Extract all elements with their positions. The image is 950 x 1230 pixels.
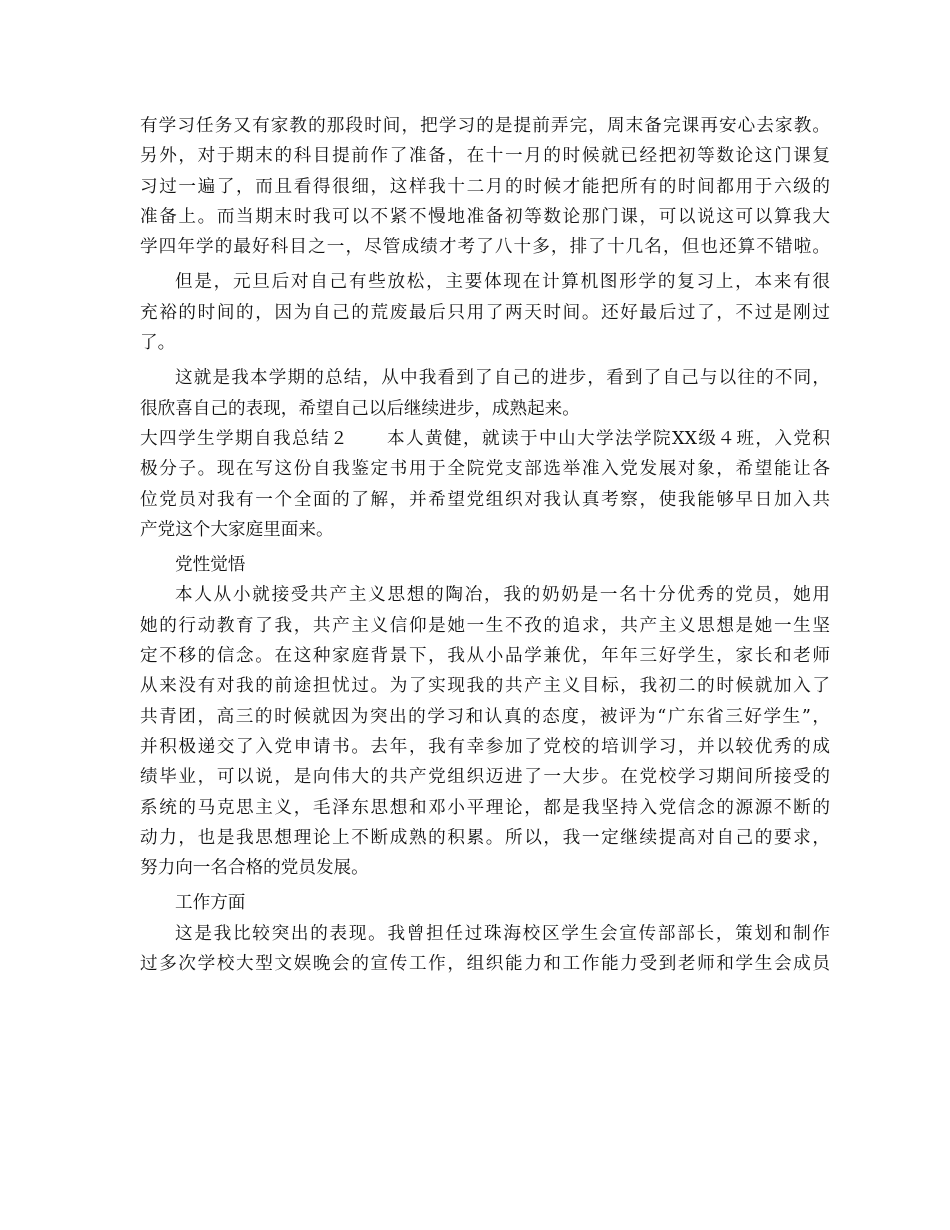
text-line: 有学习任务又有家教的那段时间，把学习的是提前弄完，周末备完课再安心去家教。	[140, 116, 830, 136]
text-line: 习过一遍了，而且看得很细，这样我十二月的时候才能把所有的时间都用于六级的	[140, 176, 830, 197]
text-line: 过多次学校大型文娱晚会的宣传工作，组织能力和工作能力受到老师和学生会成员	[140, 954, 830, 975]
text-line: 准备上。而当期末时我可以不紧不慢地准备初等数论那门课，可以说这可以算我大	[140, 206, 830, 227]
text-line: 动力，也是我思想理论上不断成熟的积累。所以，我一定继续提高对自己的要求，	[140, 827, 830, 848]
document-body	[140, 111, 830, 979]
text-line: 学四年学的最好科目之一，尽管成绩才考了八十多，排了十几名，但也还算不错啦。	[140, 237, 830, 258]
text-line: 并积极递交了入党申请书。去年，我有幸参加了党校的培训学习，并以较优秀的成	[140, 736, 830, 757]
section-heading-line: 大四学生学期自我总结２ 本人黄健，就读于中山大学法学院XX级４班，入党积	[140, 428, 830, 449]
subheading: 党性觉悟	[175, 555, 246, 576]
text-line: 绩毕业，可以说，是向伟大的共产党组织迈进了一大步。在党校学习期间所接受的	[140, 767, 830, 788]
text-line: 努力向一名合格的党员发展。	[140, 858, 369, 879]
text-line: 很欣喜自己的表现，希望自己以后继续进步，成熟起来。	[140, 398, 580, 419]
text-line: 这是我比较突出的表现。我曾担任过珠海校区学生会宣传部部长，策划和制作	[175, 923, 830, 944]
text-line: 了。	[140, 333, 176, 354]
text-line: 但是，元旦后对自己有些放松，主要体现在计算机图形学的复习上，本来有很	[175, 272, 830, 293]
text-line: 从来没有对我的前途担忧过。为了实现我的共产主义目标，我初二的时候就加入了	[140, 676, 830, 697]
text-line: 本人从小就接受共产主义思想的陶冶，我的奶奶是一名十分优秀的党员，她用	[175, 585, 830, 606]
text-line: 她的行动教育了我，共产主义信仰是她一生不孜的追求，共产主义思想是她一生坚	[140, 615, 830, 636]
text-line: 产党这个大家庭里面来。	[140, 519, 334, 540]
text-line: 充裕的时间的，因为自己的荒废最后只用了两天时间。还好最后过了，不过是刚过	[140, 302, 830, 323]
text-line: 定不移的信念。在这种家庭背景下，我从小品学兼优，年年三好学生，家长和老师	[140, 646, 830, 667]
text-line: 这就是我本学期的总结，从中我看到了自己的进步，看到了自己与以往的不同，	[175, 368, 830, 389]
text-line: 位党员对我有一个全面的了解，并希望党组织对我认真考察，使我能够早日加入共	[140, 489, 830, 510]
text-line: 共青团，高三的时候就因为突出的学习和认真的态度，被评为“广东省三好学生”，	[140, 706, 830, 727]
text-line: 系统的马克思主义，毛泽东思想和邓小平理论，都是我坚持入党信念的源源不断的	[140, 797, 830, 818]
text-line: 极分子。现在写这份自我鉴定书用于全院党支部选举准入党发展对象，希望能让各	[140, 459, 830, 480]
text-line: 另外，对于期末的科目提前作了准备，在十一月的时候就已经把初等数论这门课复	[140, 146, 830, 167]
subheading: 工作方面	[175, 893, 246, 914]
